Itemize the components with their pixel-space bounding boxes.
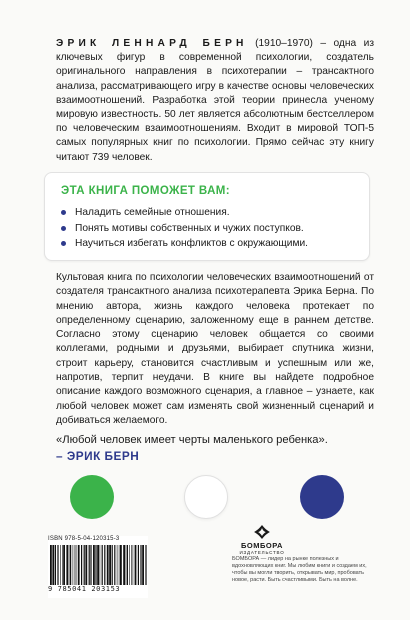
barcode-bar [50, 545, 52, 585]
barcode-bar [57, 545, 58, 585]
barcode-bar [140, 545, 141, 585]
bullet-icon [61, 210, 66, 215]
author-name: ЭРИК ЛЕННАРД БЕРН [56, 38, 248, 49]
barcode-number: 9 785041 203153 [48, 585, 121, 593]
barcode-bar [97, 545, 99, 585]
isbn-barcode-block [48, 536, 148, 598]
barcode-bar [120, 545, 122, 585]
barcode-bar [117, 545, 118, 585]
benefit-item [61, 236, 369, 252]
barcode-bar [63, 545, 65, 585]
barcode-bar [75, 545, 76, 585]
barcode-bar [81, 545, 82, 585]
publisher-name: БОМБОРА [241, 541, 283, 550]
benefits-list [61, 205, 369, 252]
barcode-bar [102, 545, 103, 585]
publisher-description: БОМБОРА — лидер на рынке полезных и вдохновляющих книг. Мы любим книги и создаем их, чтобы вы могли творить, открывать мир, пробовать новое, расти. Быть счастливыми. Быть на волне. [232, 556, 367, 583]
navy-circle-decoration [300, 475, 344, 519]
barcode-bar [78, 545, 80, 585]
barcode-bar [127, 545, 128, 585]
barcode-bar [66, 545, 68, 585]
barcode-bar [142, 545, 144, 585]
barcode-bar [55, 545, 56, 585]
benefit-item [61, 221, 369, 237]
isbn-label: ISBN 978-5-04-120315-3 [48, 536, 120, 542]
author-bio-text: (1910–1970) – одна из ключевых фигур в современной психологии, создатель оригинального направления в психотерапии – трансактного анализа, рассматривающего игру в качестве основы человеческих взаимоотношений. Разработка этой теории принесла ученому мировую известность. 50 лет является абсолютным бестселлером по человеческим взаимоотношениям. Входит в мировой ТОП-5 самых популярных книг по психологии. Прямо сейчас эту книгу читают 739 человек. [56, 38, 374, 163]
barcode-bar [95, 545, 96, 585]
benefit-text: Понять мотивы собственных и чужих поступков. [75, 222, 304, 234]
barcode-bar [62, 545, 63, 585]
benefits-box [44, 172, 370, 261]
barcode-bar [133, 545, 134, 585]
quote-author: – ЭРИК БЕРН [56, 449, 140, 463]
barcode-bar [104, 545, 105, 585]
publisher-logo-icon [253, 524, 271, 540]
barcode-bar [69, 545, 70, 585]
barcode-bar [89, 545, 90, 585]
barcode-bar [52, 545, 54, 585]
barcode-bar [90, 545, 91, 585]
benefit-text: Научиться избегать конфликтов с окружающими. [75, 238, 308, 249]
barcode-bar [114, 545, 115, 585]
publisher-logo [232, 524, 292, 555]
barcode-bar [135, 545, 137, 585]
book-description: Культовая книга по психологии человеческих взаимоотношений от создателя трансактного анализа психотерапевта Эрика Берна. По мнению автора, жизнь каждого человека протекает по определенному сценарию, заложенному еще в раннем детстве. Согласно этому сценарию человек общается со своими коллегами, родными и друзьями, выбирает спутника жизни, строит карьеру, становится счастливым и успешным или же, напротив, терпит неудачи. В книге вы найдете подробное описание каждого возможного сценария, а главное – узнаете, как любой человек может сам изменять свой жизненный сценарий и добиваться желаемого. [56, 272, 374, 426]
barcode-bar [131, 545, 132, 585]
white-circle-decoration [184, 475, 228, 519]
barcode-bar [112, 545, 113, 585]
barcode-bar [129, 545, 130, 585]
author-bio [56, 37, 374, 165]
benefit-text: Наладить семейные отношения. [75, 207, 230, 218]
barcode-bar [145, 545, 146, 585]
barcode-bar [73, 545, 74, 585]
benefits-title: ЭТА КНИГА ПОМОЖЕТ ВАМ: [61, 185, 230, 197]
barcode-bar [84, 545, 85, 585]
quote-text: «Любой человек имеет черты маленького ребенка». [56, 434, 328, 446]
barcode-bar [109, 545, 111, 585]
barcode-icon [48, 545, 148, 585]
barcode-bar [138, 545, 139, 585]
barcode-bar [126, 545, 127, 585]
bullet-icon [61, 226, 66, 231]
barcode-bar [107, 545, 109, 585]
barcode-bar [60, 545, 61, 585]
barcode-bar [123, 545, 125, 585]
barcode-bar [93, 545, 95, 585]
publisher-subtitle: ИЗДАТЕЛЬСТВО [239, 550, 285, 555]
barcode-bar [100, 545, 101, 585]
barcode-bar [76, 545, 77, 585]
barcode-bar [119, 545, 120, 585]
green-circle-decoration [70, 475, 114, 519]
barcode-bar [85, 545, 87, 585]
bullet-icon [61, 241, 66, 246]
barcode-bar [70, 545, 71, 585]
benefit-item [61, 205, 369, 221]
